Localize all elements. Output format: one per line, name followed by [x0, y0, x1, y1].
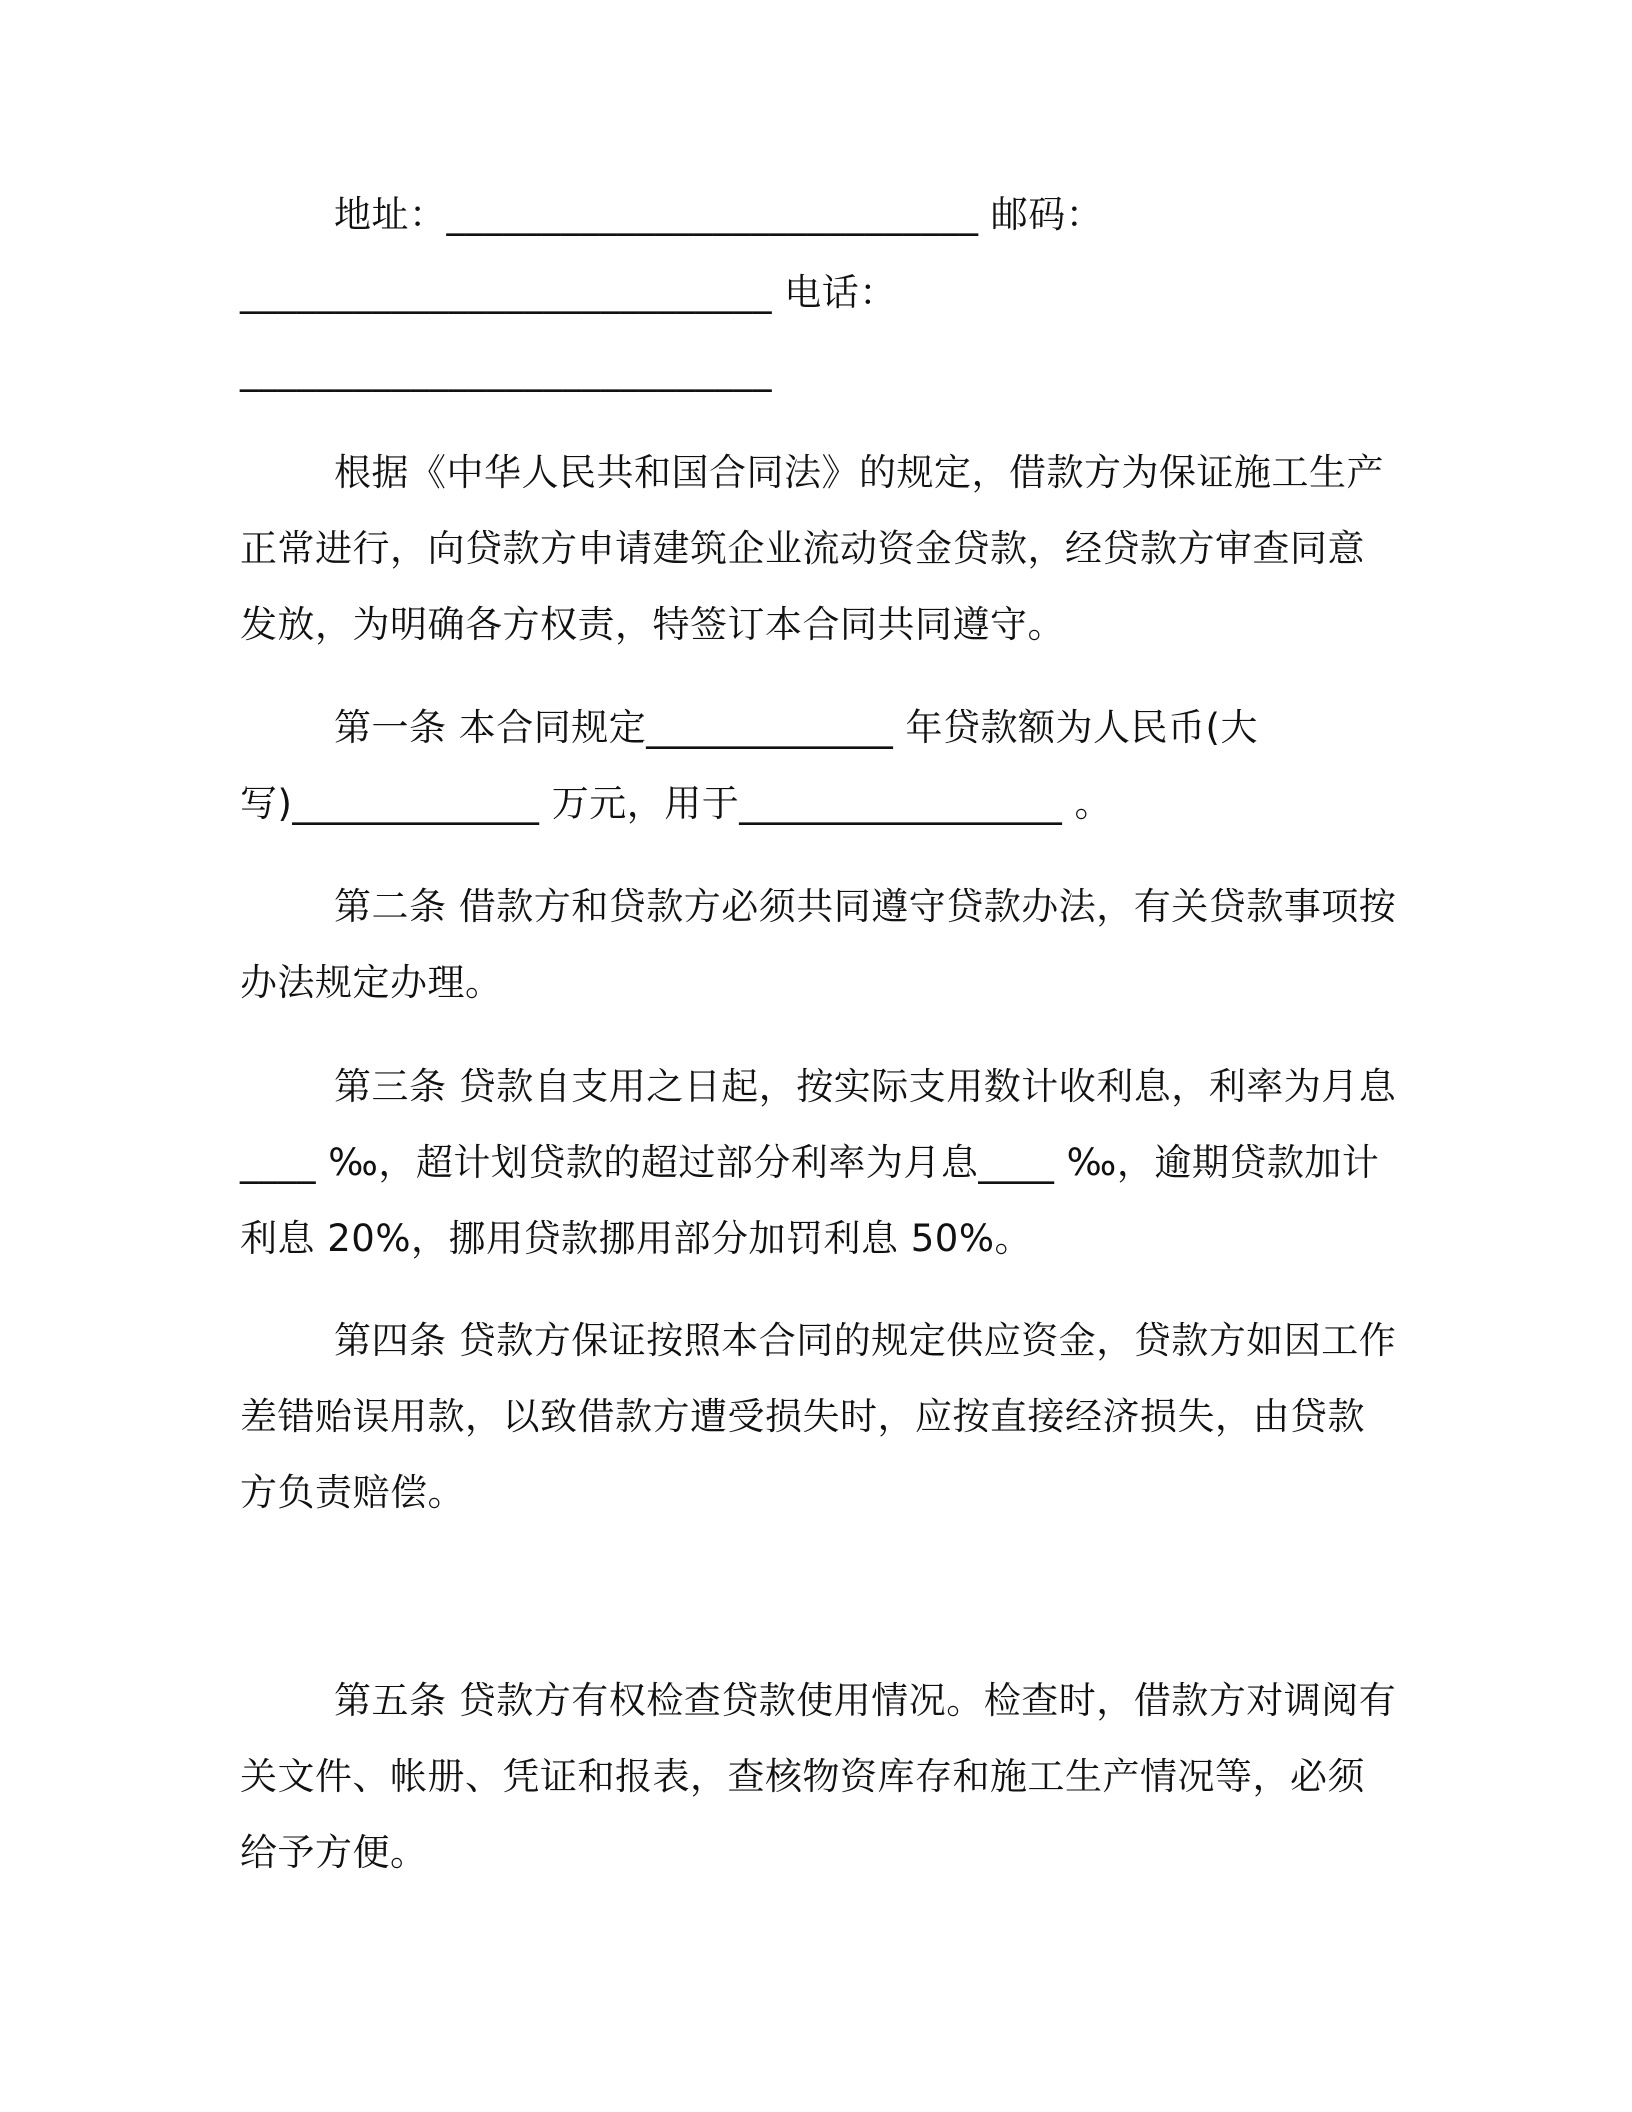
article-5-line-3: 给予方便。	[240, 1831, 428, 1874]
article-2-line-2: 办法规定办理。	[240, 961, 503, 1004]
article-5-line-2: 关文件、帐册、凭证和报表，查核物资库存和施工生产情况等，必须	[240, 1755, 1365, 1798]
article-1-line-1: 第一条 本合同规定_____________ 年贷款额为人民币(大	[334, 706, 1258, 749]
preamble-line-1: 根据《中华人民共和国合同法》的规定，借款方为保证施工生产	[334, 451, 1384, 494]
article-2-line-1: 第二条 借款方和贷款方必须共同遵守贷款办法，有关贷款事项按	[334, 885, 1397, 928]
article-3-line-3: 利息 20%，挪用贷款挪用部分加罚利息 50%。	[240, 1217, 1032, 1260]
address-line: 地址：____________________________ 邮码：	[334, 193, 1104, 236]
preamble-line-2: 正常进行，向贷款方申请建筑企业流动资金贷款，经贷款方审查同意	[240, 527, 1365, 570]
article-4-line-3: 方负责赔偿。	[240, 1471, 465, 1514]
postcode-line: ____________________________ 电话：	[240, 271, 897, 314]
article-5-line-1: 第五条 贷款方有权检查贷款使用情况。检查时，借款方对调阅有	[334, 1679, 1397, 1722]
article-4-line-1: 第四条 贷款方保证按照本合同的规定供应资金，贷款方如因工作	[334, 1319, 1397, 1362]
article-3-line-1: 第三条 贷款自支用之日起，按实际支用数计收利息，利率为月息	[334, 1065, 1397, 1108]
article-1-line-2: 写)_____________ 万元，用于_________________ 。	[240, 782, 1112, 825]
article-3-line-2: ____ ‰，超计划贷款的超过部分利率为月息____ ‰，逾期贷款加计	[240, 1141, 1380, 1184]
phone-line: ____________________________	[240, 349, 772, 392]
preamble-line-3: 发放，为明确各方权责，特签订本合同共同遵守。	[240, 603, 1065, 646]
article-4-line-2: 差错贻误用款，以致借款方遭受损失时，应按直接经济损失，由贷款	[240, 1395, 1365, 1438]
